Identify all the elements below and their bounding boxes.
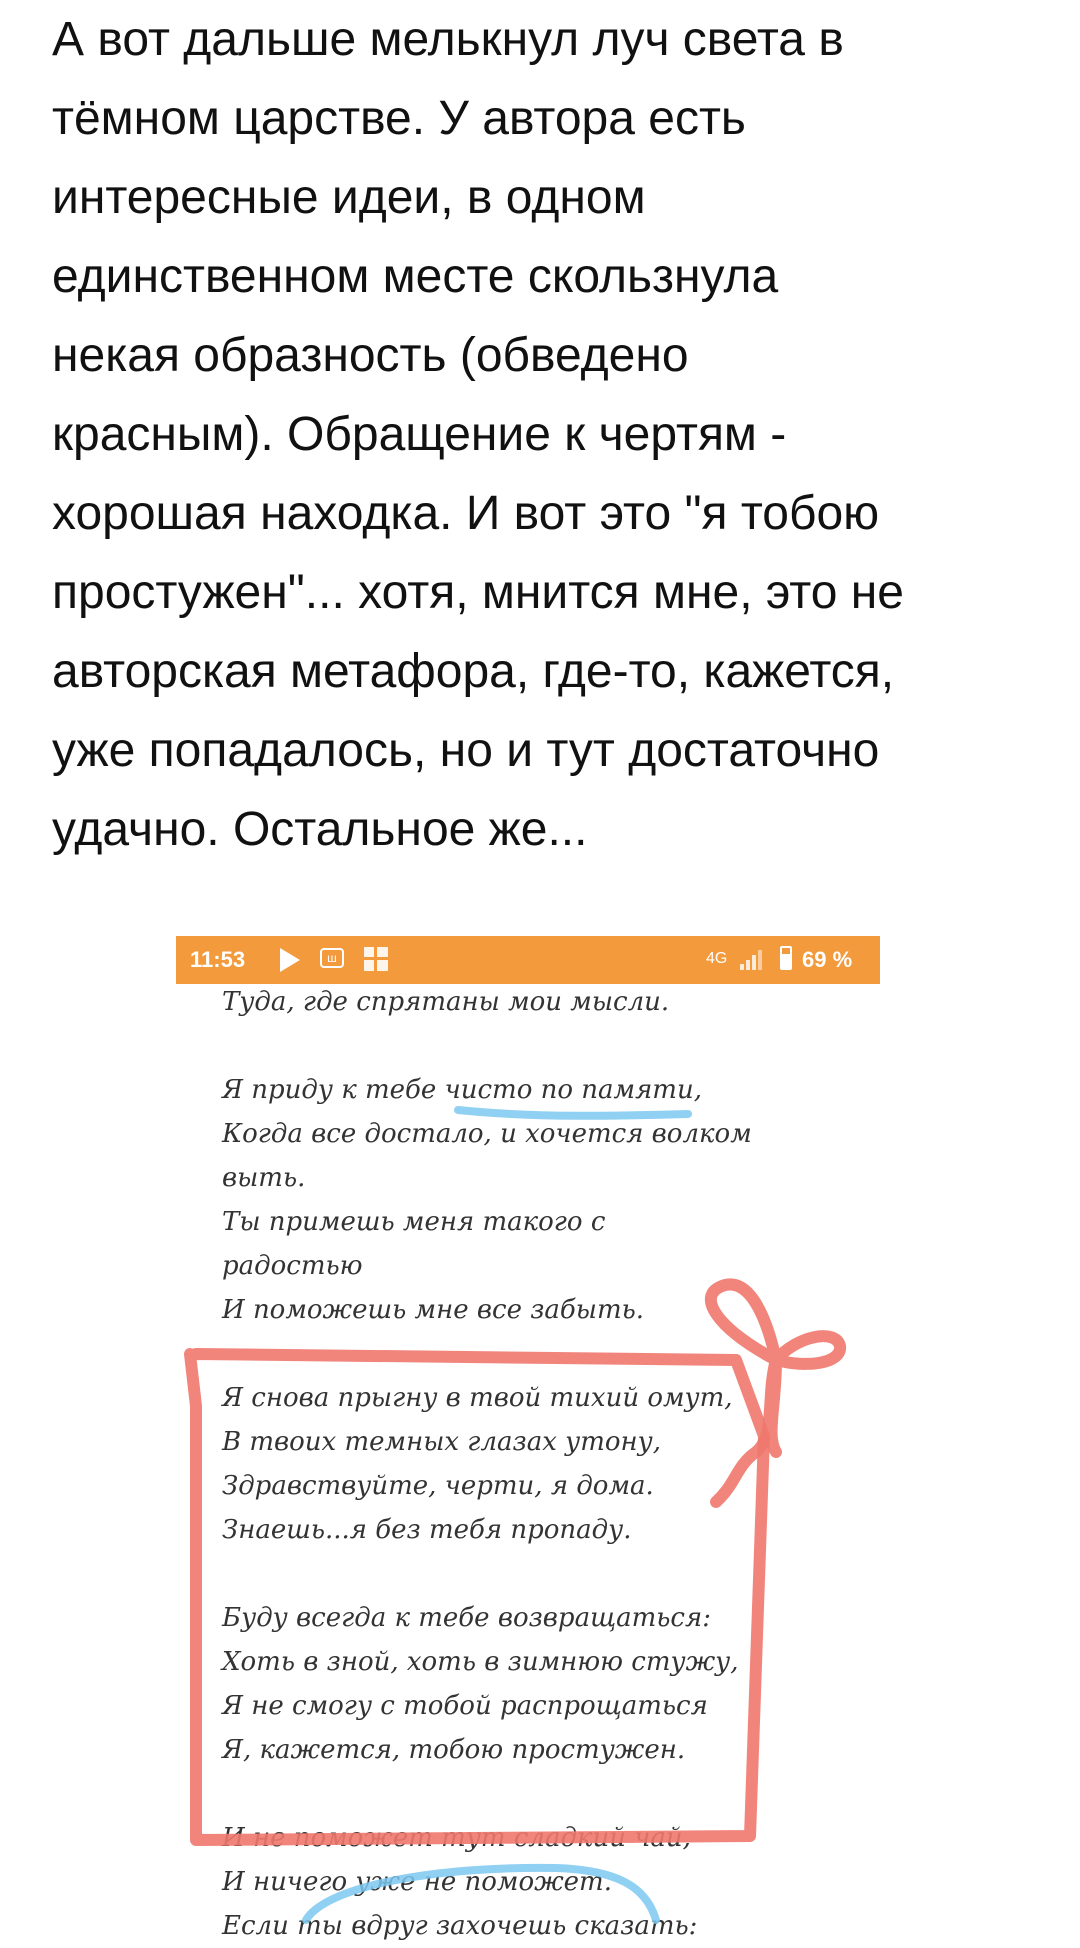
embedded-phone-screenshot	[176, 936, 880, 1941]
article-line: уже попадалось, но и тут достаточно	[52, 724, 880, 777]
signal-icon	[738, 948, 766, 970]
poem-line	[222, 1772, 862, 1816]
poem-line: Хоть в зной, хоть в зимнюю стужу,	[222, 1647, 739, 1677]
poem-line: Если ты вдруг захочешь сказать:	[222, 1911, 698, 1941]
poem-line: Я, кажется, тобою простужен.	[222, 1735, 686, 1765]
battery-percent: 69 %	[802, 947, 853, 972]
status-time: 11:53	[190, 947, 246, 972]
poem-line	[222, 1024, 862, 1068]
poem-line: выть.	[222, 1163, 306, 1193]
poem-line: радостью	[222, 1251, 363, 1281]
poem-line: В твоих темных глазах утону,	[222, 1427, 661, 1457]
article-line: интересные идеи, в одном	[52, 171, 646, 224]
article-line: тёмном царстве. У автора есть	[52, 92, 746, 145]
network-type: 4G	[706, 950, 728, 967]
article-line: А вот дальше мелькнул луч света в	[52, 13, 844, 66]
poem-line: И поможешь мне все забыть.	[222, 1295, 645, 1325]
article-text	[52, 0, 1042, 869]
article-line: красным). Обращение к чертям -	[52, 408, 787, 461]
poem-line: И ничего уже не поможет.	[222, 1867, 612, 1897]
poem-line: Туда, где спрятаны мои мысли.	[222, 987, 670, 1017]
poem-line: И не поможет тут сладкий чай,	[222, 1823, 691, 1853]
article-line: удачно. Остальное же...	[52, 803, 588, 856]
article-line: хорошая находка. И вот это "я тобою	[52, 487, 880, 540]
poem-line: Я не смогу с тобой распрощаться	[222, 1691, 708, 1721]
article-line: авторская метафора, где-то, кажется,	[52, 645, 895, 698]
article-line: некая образность (обведено	[52, 329, 689, 382]
poem-line	[222, 1332, 862, 1376]
poem-line: Ты примешь меня такого с	[222, 1207, 606, 1237]
article-line: простужен"... хотя, мнится мне, это не	[52, 566, 904, 619]
poem-line: Я снова прыгну в твой тихий омут,	[222, 1383, 733, 1413]
battery-icon	[780, 946, 792, 970]
article-line: единственном месте скользнула	[52, 250, 779, 303]
poem-line: Буду всегда к тебе возвращаться:	[222, 1603, 711, 1633]
poem-line: Я приду к тебе чисто по памяти,	[222, 1075, 702, 1105]
poem-line: Когда все достало, и хочется волком	[222, 1119, 752, 1149]
poem-line: Здравствуйте, черти, я дома.	[222, 1471, 654, 1501]
poem-line	[222, 1552, 862, 1596]
app-icon: ш	[320, 948, 344, 968]
status-bar	[176, 936, 880, 984]
poem-line: Знаешь...я без тебя пропаду.	[222, 1515, 632, 1545]
play-icon	[280, 948, 300, 972]
gallery-icon	[364, 947, 388, 971]
poem-text	[222, 980, 862, 1948]
